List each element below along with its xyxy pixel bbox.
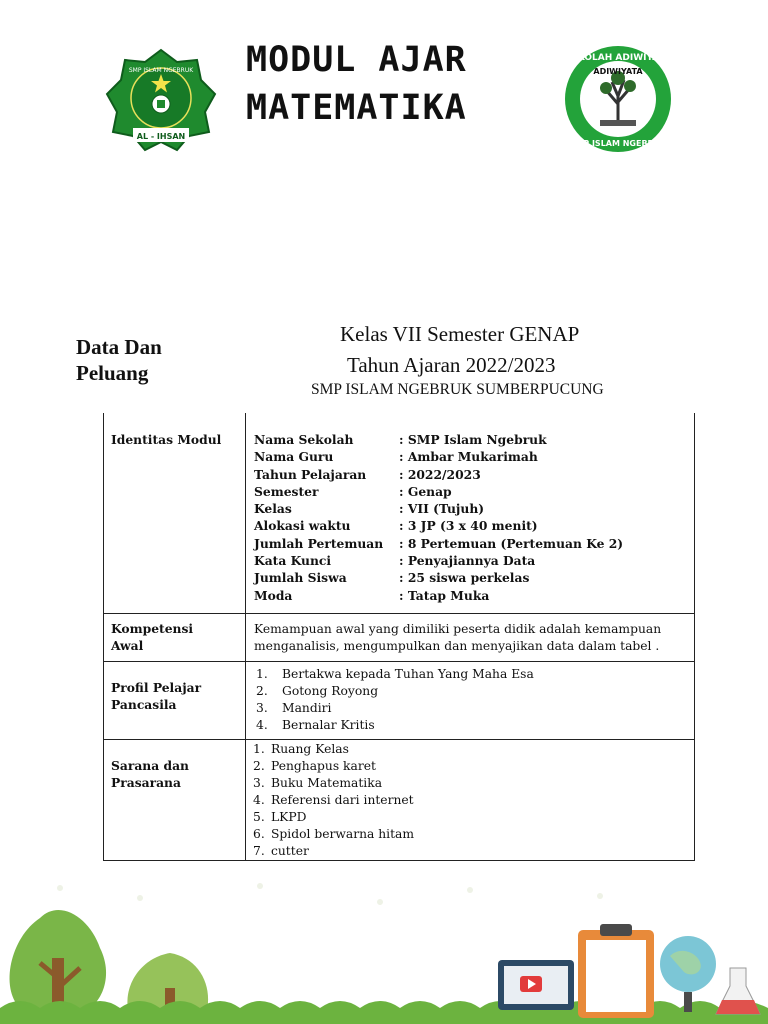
- kompetensi-content: Kemampuan awal yang dimiliki peserta didik adalah kemampuan menganalisis, mengumpulkan dan menyajikan data dalam tabel .: [246, 613, 695, 661]
- list-item: 1. Ruang Kelas: [253, 741, 349, 756]
- kompetensi-label: Kompetensi Awal: [104, 613, 246, 661]
- class-semester: Kelas VII Semester GENAP: [340, 322, 580, 346]
- svg-text:AL - IHSAN: AL - IHSAN: [136, 132, 186, 141]
- table-row-sarana: [104, 739, 695, 860]
- sarana-content: [246, 739, 695, 860]
- list-item: 6. Spidol berwarna hitam: [253, 826, 415, 841]
- kv-row: Nama Sekolah : SMP Islam Ngebruk: [254, 432, 547, 447]
- list-item: 2. Gotong Royong: [256, 683, 379, 698]
- kv-row: Moda : Tatap Muka: [254, 587, 490, 603]
- profil-label: Profil Pelajar Pancasila: [104, 661, 246, 739]
- school-name: SMP ISLAM NGEBRUK SUMBERPUCUNG: [311, 381, 604, 398]
- academic-year: Tahun Ajaran 2022/2023: [347, 353, 556, 377]
- svg-text:SMP ISLAM NGEBRUK: SMP ISLAM NGEBRUK: [128, 67, 194, 74]
- sarana-label: Sarana dan Prasarana: [104, 739, 246, 860]
- identitas-label: Identitas Modul: [104, 413, 246, 613]
- profil-content: [246, 661, 695, 739]
- module-table: [103, 413, 695, 861]
- kv-row: Jumlah Siswa : 25 siswa perkelas: [254, 570, 530, 586]
- sarana-list: [253, 741, 694, 860]
- list-item: 7. cutter: [253, 843, 309, 858]
- table-row-profil: [104, 661, 695, 739]
- topic-heading: [76, 334, 206, 386]
- kv-row: Kelas : VII (Tujuh): [254, 501, 485, 517]
- list-item: 2. Penghapus karet: [253, 758, 376, 773]
- main-title-line1: MODUL AJAR: [246, 40, 467, 80]
- kv-row: Semester : Genap: [254, 483, 452, 499]
- list-item: 3. Buku Matematika: [253, 775, 383, 790]
- topic-line1: Data Dan: [76, 335, 162, 359]
- list-item: 4. Bernalar Kritis: [256, 717, 375, 732]
- kv-row: Alokasi waktu : 3 JP (3 x 40 menit): [254, 518, 538, 534]
- list-item: 3. Mandiri: [256, 700, 332, 715]
- footer-illustration: [0, 868, 768, 1024]
- svg-text:SEKOLAH ADIWIYATA: SEKOLAH ADIWIYATA: [565, 53, 671, 63]
- topic-line2: Peluang: [76, 361, 149, 385]
- smp-islam-ngebruk-logo: [105, 48, 217, 152]
- kv-row: Jumlah Pertemuan : 8 Pertemuan (Pertemuan Ke 2): [254, 535, 624, 551]
- main-title: [246, 36, 546, 132]
- svg-text:SMP ISLAM NGEBRUK: SMP ISLAM NGEBRUK: [569, 139, 667, 148]
- main-title-line2: MATEMATIKA: [246, 88, 467, 128]
- list-item: 1. Bertakwa kepada Tuhan Yang Maha Esa: [256, 666, 534, 681]
- kv-row: Kata Kunci : Penyajiannya Data: [254, 553, 536, 569]
- kv-row: Tahun Pelajaran : 2022/2023: [254, 466, 481, 482]
- adiwiyata-logo: [562, 44, 674, 154]
- profil-list: [256, 666, 694, 734]
- kv-row: Nama Guru : Ambar Mukarimah: [254, 449, 538, 465]
- list-item: 4. Referensi dari internet: [253, 792, 414, 807]
- identitas-content: [246, 413, 695, 613]
- list-item: 5. LKPD: [253, 809, 307, 824]
- svg-text:ADIWIYATA: ADIWIYATA: [593, 67, 643, 76]
- table-row-kompetensi: [104, 613, 695, 661]
- table-row-identitas: [104, 413, 695, 613]
